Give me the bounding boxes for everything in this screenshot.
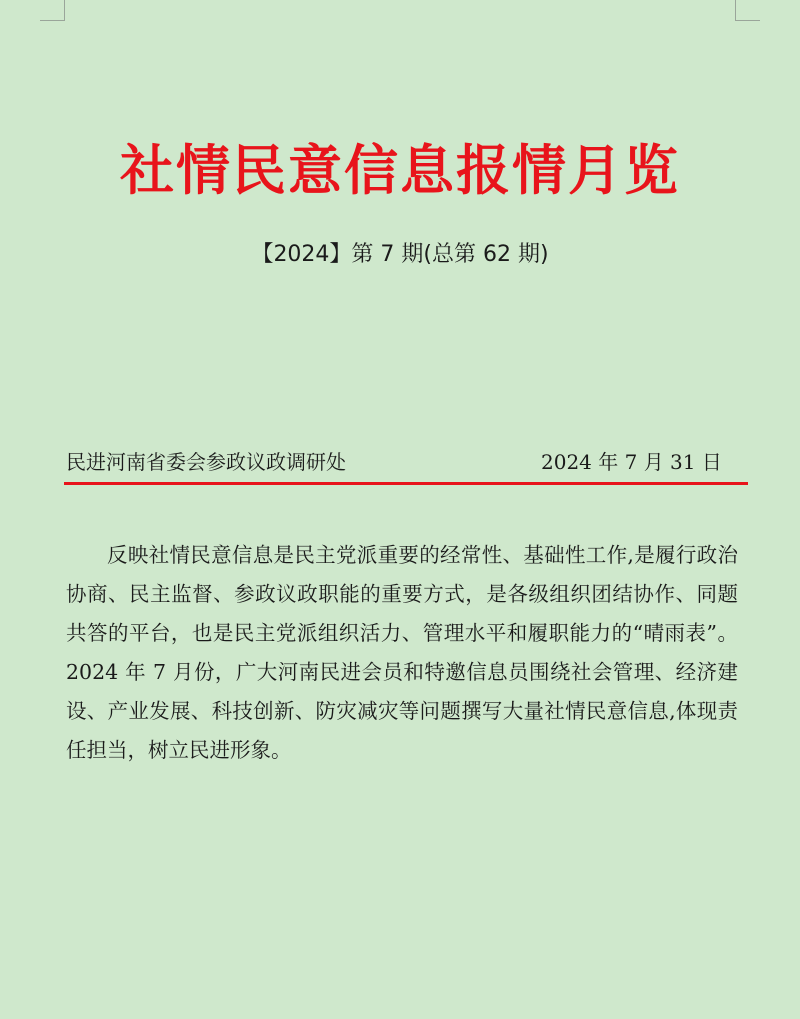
issuing-organization: 民进河南省委会参政议政调研处 <box>66 450 346 474</box>
red-divider-line <box>64 482 748 485</box>
issue-number: 【2024】第 7 期(总第 62 期) <box>251 242 549 267</box>
issue-date: 2024 年 7 月 31 日 <box>541 450 722 474</box>
body-paragraph: 反映社情民意信息是民主党派重要的经常性、基础性工作,是履行政治协商、民主监督、参政议政职能的重要方式，是各级组织团结协作、同题共答的平台，也是民主党派组织活力、管理水平和履职能力的“晴雨表”。2024 年 7 月份，广大河南民进会员和特邀信息员围绕社会管理、经济建设、产业发展、科技创新、防灾减灾等问题撰写大量社情民意信息,体现责任担当，树立民进形象。 <box>66 543 738 762</box>
page-corner-mark-right <box>735 0 760 21</box>
page-corner-mark-left <box>40 0 65 21</box>
document-title: 社情民意信息报情月览 <box>120 138 680 202</box>
